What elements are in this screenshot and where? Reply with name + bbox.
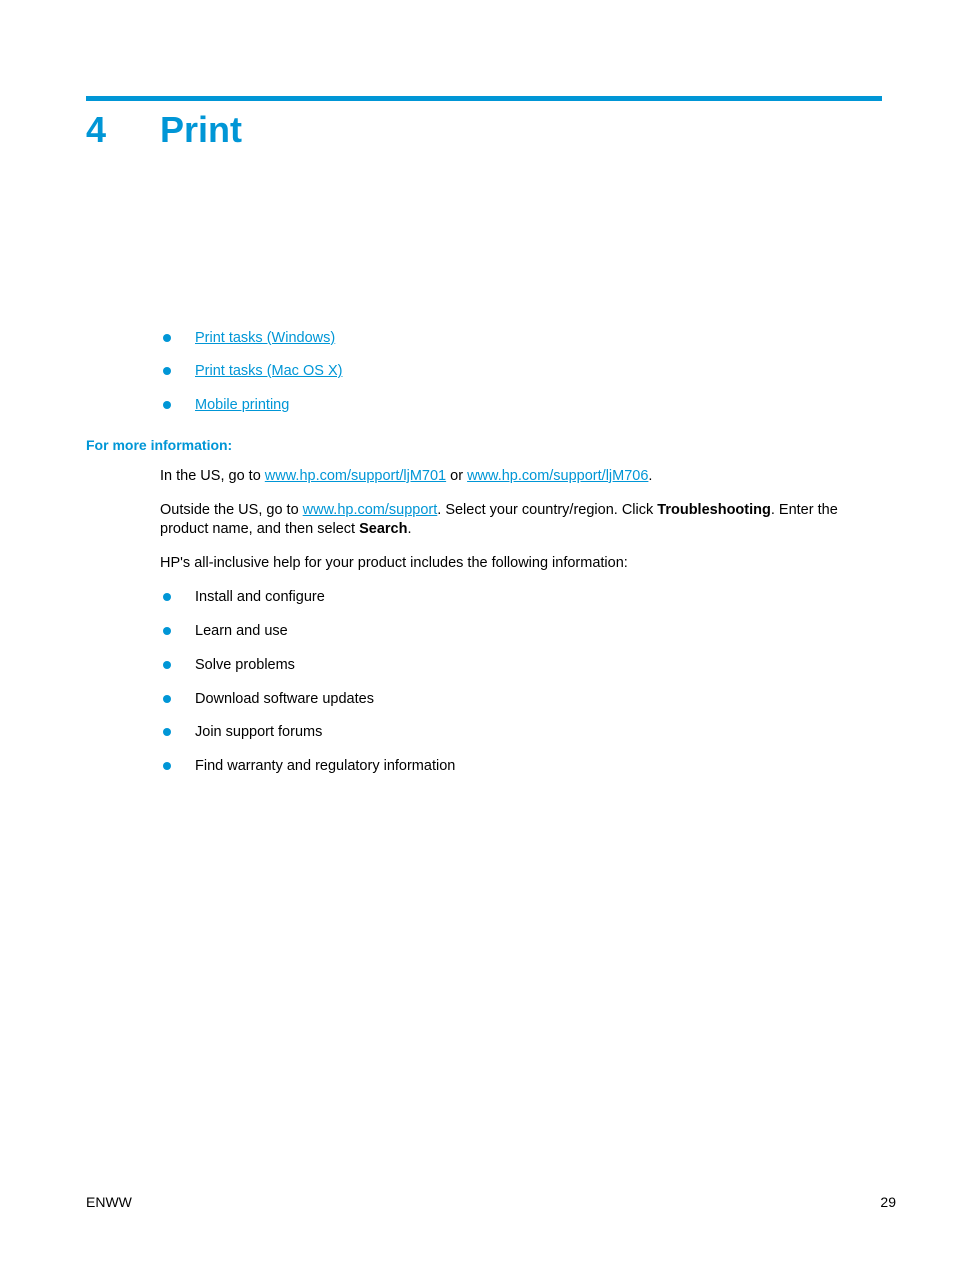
toc-link-mac[interactable]: Print tasks (Mac OS X)	[195, 363, 343, 379]
toc-link-windows[interactable]: Print tasks (Windows)	[195, 330, 336, 346]
us-link-m701[interactable]: www.hp.com/support/ljM701	[264, 468, 447, 484]
outside-mid2: . Enter the product name, and then select	[160, 502, 838, 537]
bullet-icon	[163, 762, 171, 770]
outside-paragraph	[160, 501, 860, 539]
bullet-icon	[163, 661, 171, 669]
list-item-text: Join support forums	[195, 724, 323, 740]
bullet-icon	[163, 401, 171, 409]
help-intro: HP's all-inclusive help for your product includes the following information:	[160, 555, 628, 571]
chapter-rule	[86, 96, 882, 101]
more-info-heading: For more information:	[86, 437, 233, 453]
outside-end: .	[407, 521, 412, 537]
outside-mid: . Select your country/region. Click	[437, 502, 658, 518]
outside-link[interactable]: www.hp.com/support	[302, 502, 438, 518]
footer-left: ENWW	[86, 1194, 132, 1210]
troubleshooting-term: Troubleshooting	[657, 502, 771, 518]
us-end: .	[648, 468, 653, 484]
bullet-icon	[163, 593, 171, 601]
bullet-icon	[163, 627, 171, 635]
bullet-icon	[163, 728, 171, 736]
us-prefix: In the US, go to	[160, 468, 265, 484]
list-item-text: Solve problems	[195, 657, 295, 673]
list-item-text: Find warranty and regulatory information	[195, 758, 456, 774]
outside-prefix: Outside the US, go to	[160, 502, 303, 518]
page-number: 29	[880, 1194, 896, 1210]
us-link-m706[interactable]: www.hp.com/support/ljM706	[467, 468, 649, 484]
toc-link-mobile[interactable]: Mobile printing	[195, 397, 290, 413]
search-term: Search	[359, 521, 408, 537]
bullet-icon	[163, 695, 171, 703]
list-item-text: Install and configure	[195, 589, 325, 605]
chapter-number: 4	[86, 109, 107, 150]
us-or: or	[446, 468, 468, 484]
bullet-icon	[163, 334, 171, 342]
list-item-text: Learn and use	[195, 623, 288, 639]
us-paragraph	[160, 467, 860, 486]
chapter-title: Print	[160, 109, 243, 150]
bullet-icon	[163, 367, 171, 375]
list-item-text: Download software updates	[195, 691, 374, 707]
